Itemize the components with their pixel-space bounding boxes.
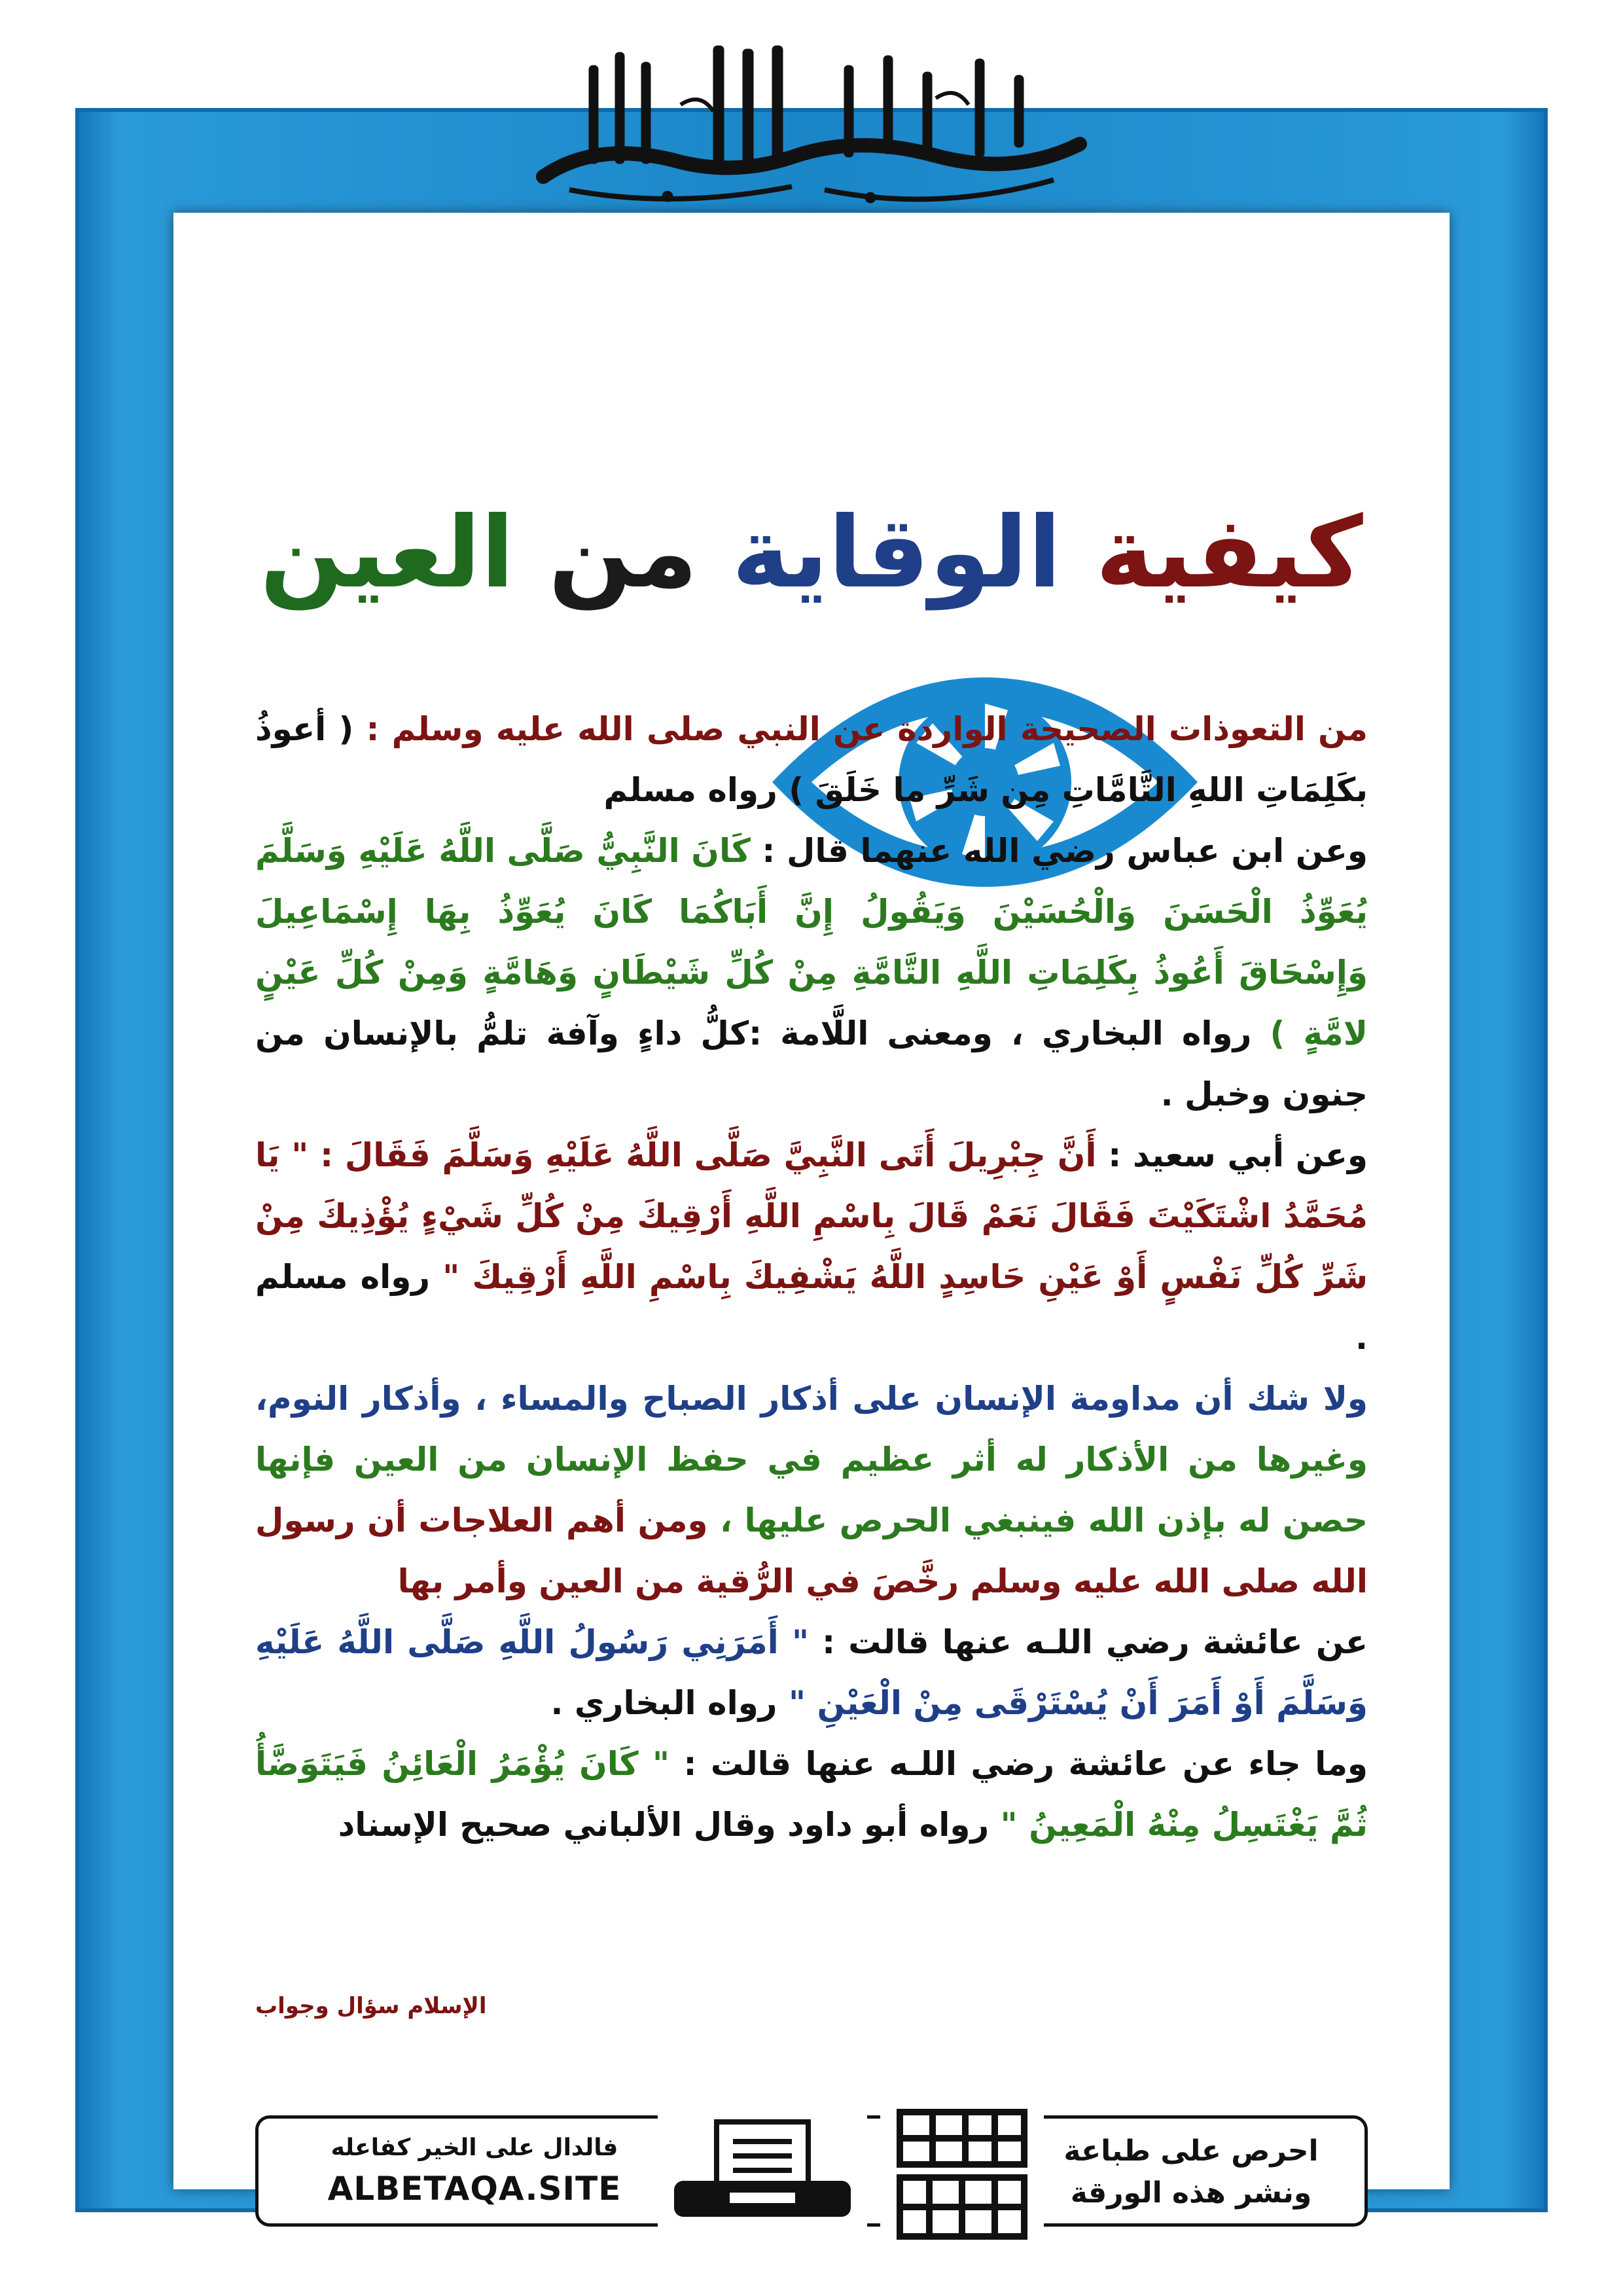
p4-b: وغيرها من الأذكار له أثر عظيم في حفظ الإنسان من العين فإنها حصن له بإذن الله فينبغي الحرص عليها ، <box>255 1441 1368 1539</box>
paragraph-5 <box>255 1612 1368 1734</box>
p4-a: ولا شك أن مداومة الإنسان على أذكار الصباح والمساء ، وأذكار النوم، <box>255 1380 1368 1418</box>
p3-intro: وعن أبي سعيد : <box>1108 1136 1368 1174</box>
p6-source: رواه أبو داود وقال الألباني صحيح الإسناد <box>338 1806 990 1844</box>
paragraph-6 <box>255 1734 1368 1856</box>
dawa-logo-icon <box>880 2099 1044 2246</box>
basmala-calligraphy <box>0 26 1623 223</box>
title-word-1: كيفية <box>1096 496 1363 610</box>
footer-left-line-1: فالدال على الخير كفاعله <box>330 2134 618 2161</box>
content-panel <box>173 213 1450 2210</box>
title-word-3: من <box>548 496 698 610</box>
p6-hadith: " كَانَ يُؤْمَرُ الْعَائِنُ فَيَتَوَضَّأُ ثُمَّ يَغْتَسِلُ مِنْهُ الْمَعِينُ " <box>255 1745 1368 1844</box>
footer-box <box>255 2115 1368 2227</box>
page-title <box>173 488 1450 619</box>
paragraph-4 <box>255 1369 1368 1612</box>
footer-site-block <box>304 2130 645 2212</box>
p2-hadith: كَانَ النَّبِيُّ صَلَّى اللَّهُ عَلَيْهِ وَسَلَّمَ يُعَوِّذُ الْحَسَنَ وَالْحُسَيْنَ وَيَقُولُ إِنَّ أَبَاكُمَا كَانَ يُعَوِّذُ بِهَا إِسْمَاعِيلَ وَإِسْحَاقَ أَعُوذُ بِكَلِمَاتِ اللَّهِ التَّامَّةِ مِنْ كُلِّ شَيْطَانٍ وَهَامَّةٍ وَمِنْ كُلِّ عَيْنٍ لامَّةٍ ) <box>255 832 1368 1052</box>
paragraph-1 <box>255 699 1368 821</box>
printer-icon <box>658 2115 867 2227</box>
p1-intro: من التعوذات الصحيحة الواردة عن النبي صلى الله عليه وسلم : <box>366 710 1368 748</box>
source-credit: الإسلام سؤال وجواب <box>255 1993 487 2019</box>
title-word-2: الوقاية <box>732 496 1061 610</box>
p4-c: ومن أهم العلاجات أن رسول الله صلى الله عليه وسلم رخَّصَ في الرُّقية من العين وأمر بها <box>255 1501 1368 1600</box>
p3-hadith: أَنَّ جِبْرِيلَ أَتَى النَّبِيَّ صَلَّى اللَّهُ عَلَيْهِ وَسَلَّمَ فَقَالَ : " يَا مُحَمَّدُ اشْتَكَيْتَ فَقَالَ نَعَمْ قَالَ بِاسْمِ اللَّهِ أَرْقِيكَ مِنْ كُلِّ شَيْءٍ يُؤْذِيكَ مِنْ شَرِّ كُلِّ نَفْسٍ أَوْ عَيْنِ حَاسِدٍ اللَّهُ يَشْفِيكَ بِاسْمِ اللَّهِ أَرْقِيكَ " <box>255 1136 1368 1296</box>
p2-rest: رواه البخاري ، ومعنى اللَّامة :كلُّ داءٍ وآفة تلمُّ بالإنسان من جنون وخبل . <box>255 1014 1368 1113</box>
footer-print-call <box>1050 2130 1332 2214</box>
body-text <box>255 699 1368 1856</box>
p5-intro: عن عائشة رضي اللـه عنها قالت : <box>822 1623 1368 1661</box>
p5-hadith: " أَمَرَنِي رَسُولُ اللَّهِ صَلَّى اللَّهُ عَلَيْهِ وَسَلَّمَ أَوْ أَمَرَ أَنْ يُسْتَرْقَى مِنْ الْعَيْنِ " <box>255 1623 1368 1722</box>
footer-right-line-2: ونشر هذه الورقة <box>1070 2176 1312 2210</box>
paragraph-3 <box>255 1125 1368 1369</box>
basmala-calligraphy-icon <box>517 26 1106 216</box>
p1-dua: ( أعوذُ بكَلِمَاتِ اللهِ التَّامَّاتِ مِن شَرِّ ما خَلَقَ ) <box>255 710 1368 809</box>
p3-source: رواه مسلم . <box>255 1258 1368 1357</box>
p2-intro: وعن ابن عباس رضي الله عنهما قال : <box>762 832 1368 870</box>
title-word-4: العين <box>260 496 514 610</box>
p1-source: رواه مسلم <box>603 771 777 809</box>
p5-source: رواه البخاري . <box>550 1684 777 1722</box>
site-link[interactable]: ALBETAQA.SITE <box>327 2170 622 2208</box>
paragraph-2 <box>255 821 1368 1125</box>
logo <box>880 2099 1044 2246</box>
footer-right-line-1: احرص على طباعة <box>1063 2134 1319 2168</box>
printer <box>658 2115 867 2227</box>
p6-intro: وما جاء عن عائشة رضي اللـه عنها قالت : <box>683 1745 1368 1783</box>
